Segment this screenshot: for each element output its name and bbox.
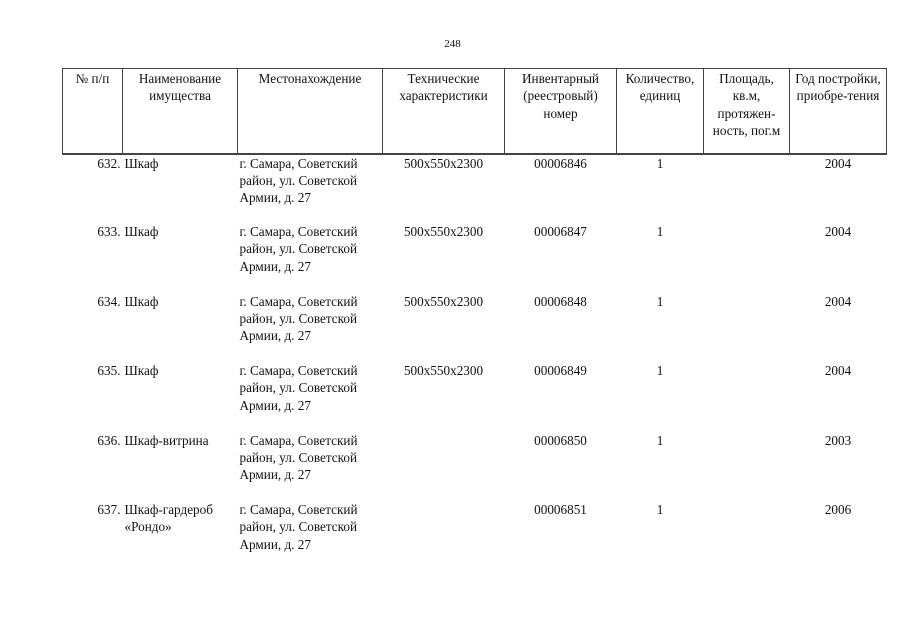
cell-area (704, 223, 790, 293)
cell-inventory: 00006847 (534, 224, 587, 239)
table-row (63, 154, 887, 224)
property-register-table (62, 68, 887, 571)
cell-name: Шкаф-гардероб «Рондо» (124, 502, 213, 535)
header-location: Местонахождение (238, 69, 383, 154)
table-row (63, 432, 887, 502)
cell-quantity: 1 (656, 224, 664, 239)
cell-year: 2006 (824, 502, 852, 517)
cell-num: 633. (97, 224, 121, 239)
header-num: № п/п (63, 69, 123, 154)
cell-location: г. Самара, Советский район, ул. Советской Армии, д. 27 (239, 155, 358, 206)
cell-tech (383, 501, 505, 571)
cell-inventory: 00006851 (534, 502, 587, 517)
cell-inventory: 00006849 (534, 363, 587, 378)
cell-tech (383, 432, 505, 502)
cell-inventory: 00006848 (534, 293, 587, 309)
header-name: Наименование имущества (123, 69, 238, 154)
cell-tech: 500x550x2300 (403, 363, 484, 378)
cell-quantity: 1 (656, 502, 664, 517)
cell-tech: 500x550x2300 (403, 155, 484, 171)
cell-num: 637. (97, 502, 121, 517)
table-row (63, 501, 887, 571)
cell-area (704, 432, 790, 502)
cell-year: 2004 (824, 155, 852, 171)
cell-location: г. Самара, Советский район, ул. Советской Армии, д. 27 (239, 293, 358, 344)
cell-quantity: 1 (656, 363, 664, 378)
header-area: Площадь, кв.м, протяжен-ность, пог.м (704, 69, 790, 154)
cell-inventory: 00006850 (534, 432, 587, 448)
cell-location: г. Самара, Советский район, ул. Советской Армии, д. 27 (239, 363, 358, 413)
cell-quantity: 1 (656, 432, 664, 448)
cell-name: Шкаф (124, 293, 159, 309)
cell-year: 2004 (824, 293, 852, 309)
cell-location: г. Самара, Советский район, ул. Советской Армии, д. 27 (239, 224, 358, 274)
cell-name: Шкаф (124, 155, 159, 171)
cell-num: 635. (97, 363, 121, 378)
header-quantity: Количество, единиц (617, 69, 704, 154)
cell-name: Шкаф (124, 363, 159, 378)
cell-year: 2004 (824, 224, 852, 239)
cell-num: 632. (97, 155, 121, 171)
table-header-row (63, 69, 887, 154)
cell-location: г. Самара, Советский район, ул. Советской Армии, д. 27 (239, 432, 358, 483)
cell-num: 634. (97, 293, 121, 309)
cell-area (704, 501, 790, 571)
page-number: 248 (444, 38, 461, 50)
cell-quantity: 1 (656, 293, 664, 309)
table-row (63, 362, 887, 432)
header-tech: Технические характеристики (383, 69, 505, 154)
cell-area (704, 362, 790, 432)
header-year: Год постройки, приобре-тения (790, 69, 887, 154)
header-inventory: Инвентарный (реестровый) номер (505, 69, 617, 154)
cell-year: 2003 (824, 432, 852, 448)
cell-area (704, 293, 790, 363)
cell-tech: 500x550x2300 (403, 224, 484, 239)
cell-inventory: 00006846 (534, 155, 587, 171)
cell-name: Шкаф-витрина (124, 432, 209, 448)
cell-num: 636. (97, 432, 121, 448)
table-row (63, 293, 887, 363)
cell-area (704, 154, 790, 224)
table-row (63, 223, 887, 293)
cell-name: Шкаф (124, 224, 159, 239)
cell-location: г. Самара, Советский район, ул. Советской Армии, д. 27 (239, 502, 358, 552)
cell-tech: 500x550x2300 (403, 293, 484, 309)
cell-quantity: 1 (656, 155, 664, 171)
cell-year: 2004 (824, 363, 852, 378)
